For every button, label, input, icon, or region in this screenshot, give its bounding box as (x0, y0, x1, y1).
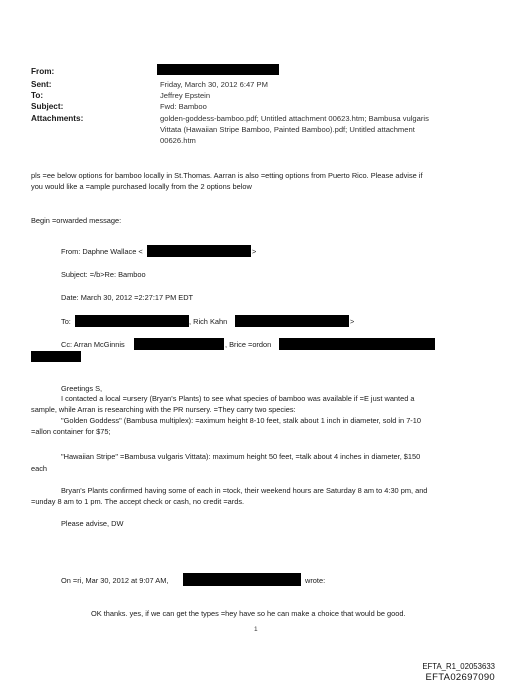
forward-cc-brice: , Brice =ordon (225, 340, 272, 349)
attachments-line-3: 00626.htm (160, 136, 196, 145)
to-value: Jeffrey Epstein (160, 91, 211, 100)
forward-from-close: > (252, 247, 257, 256)
redaction-box (235, 315, 349, 327)
reply-on: On =ri, Mar 30, 2012 at 9:07 AM, (61, 576, 169, 585)
page-number: 1 (254, 626, 258, 633)
forward-cc: Cc: Arran McGinnis (61, 340, 125, 349)
forward-date: Date: March 30, 2012 =2:27:17 PM EDT (61, 293, 194, 302)
forward-subject: Subject: =/b>Re: Bamboo (61, 270, 146, 279)
forward-to-close: > (350, 317, 355, 326)
greeting: Greetings S, (61, 384, 103, 393)
to-label: To: (31, 91, 44, 100)
subject-label: Subject: (31, 102, 64, 111)
redaction-box (31, 351, 81, 362)
para2-line-1: "Hawaiian Stripe" =Bambusa vulgaris Vittata): maximum height 50 feet, =talk about 4 inches in diameter, $150 (61, 452, 421, 461)
from-label: From: (31, 67, 55, 76)
attachments-label: Attachments: (31, 114, 84, 123)
sent-value: Friday, March 30, 2012 6:47 PM (160, 80, 268, 89)
reply-wrote: wrote: (305, 576, 326, 585)
forward-to-rich: , Rich Kahn (189, 317, 228, 326)
begin-forwarded: Begin =orwarded message: (31, 216, 122, 225)
sent-label: Sent: (31, 80, 52, 89)
footer-id-1: EFTA_R1_02053633 (422, 662, 495, 671)
para1-line-2: sample, while Arran is researching with the PR nursery. =They carry two species: (31, 405, 296, 414)
redaction-box (183, 573, 301, 586)
para1-line-3: "Golden Goddess" (Bambusa multiplex): =aximum height 8-10 feet, stalk about 1 inch in diameter, sold in 7-10 (61, 416, 421, 425)
intro-line-2: you would like a =ample purchased locally from the 2 options below (31, 182, 252, 191)
redaction-box (134, 338, 224, 350)
subject-value: Fwd: Bamboo (160, 102, 207, 111)
footer-id-2: EFTA02697090 (425, 672, 495, 683)
intro-line-1: pls =ee below options for bamboo locally in St.Thomas. Aarran is also =etting options from Puerto Rico. Please advise if (31, 171, 423, 180)
para1-line-4: =allon container for $75; (31, 427, 111, 436)
para3-line-2: =unday 8 am to 1 pm. The accept check or cash, no credit =ards. (31, 497, 245, 506)
attachments-line-1: golden-goddess-bamboo.pdf; Untitled attachment 00623.htm; Bambusa vulgaris (160, 114, 429, 123)
forward-to: To: (61, 317, 71, 326)
redaction-box (279, 338, 435, 350)
para3-line-1: Bryan's Plants confirmed having some of each in =tock, their weekend hours are Saturday 8 am to 4:30 pm, and (61, 486, 428, 495)
para1-line-1: I contacted a local =ursery (Bryan's Plants) to see what species of bamboo was available if =E just wanted a (61, 394, 415, 403)
redaction-box (147, 245, 251, 257)
closing: Please advise, DW (61, 519, 124, 528)
quoted-reply: OK thanks. yes, if we can get the types =hey have so he can make a choice that would be good. (91, 609, 406, 618)
redaction-box (157, 64, 279, 75)
redaction-box (75, 315, 189, 327)
para2-line-2: each (31, 464, 48, 473)
forward-from: From: Daphne Wallace < (61, 247, 143, 256)
attachments-line-2: Vittata (Hawaiian Stripe Bamboo, Painted Bamboo).pdf; Untitled attachment (160, 125, 415, 134)
